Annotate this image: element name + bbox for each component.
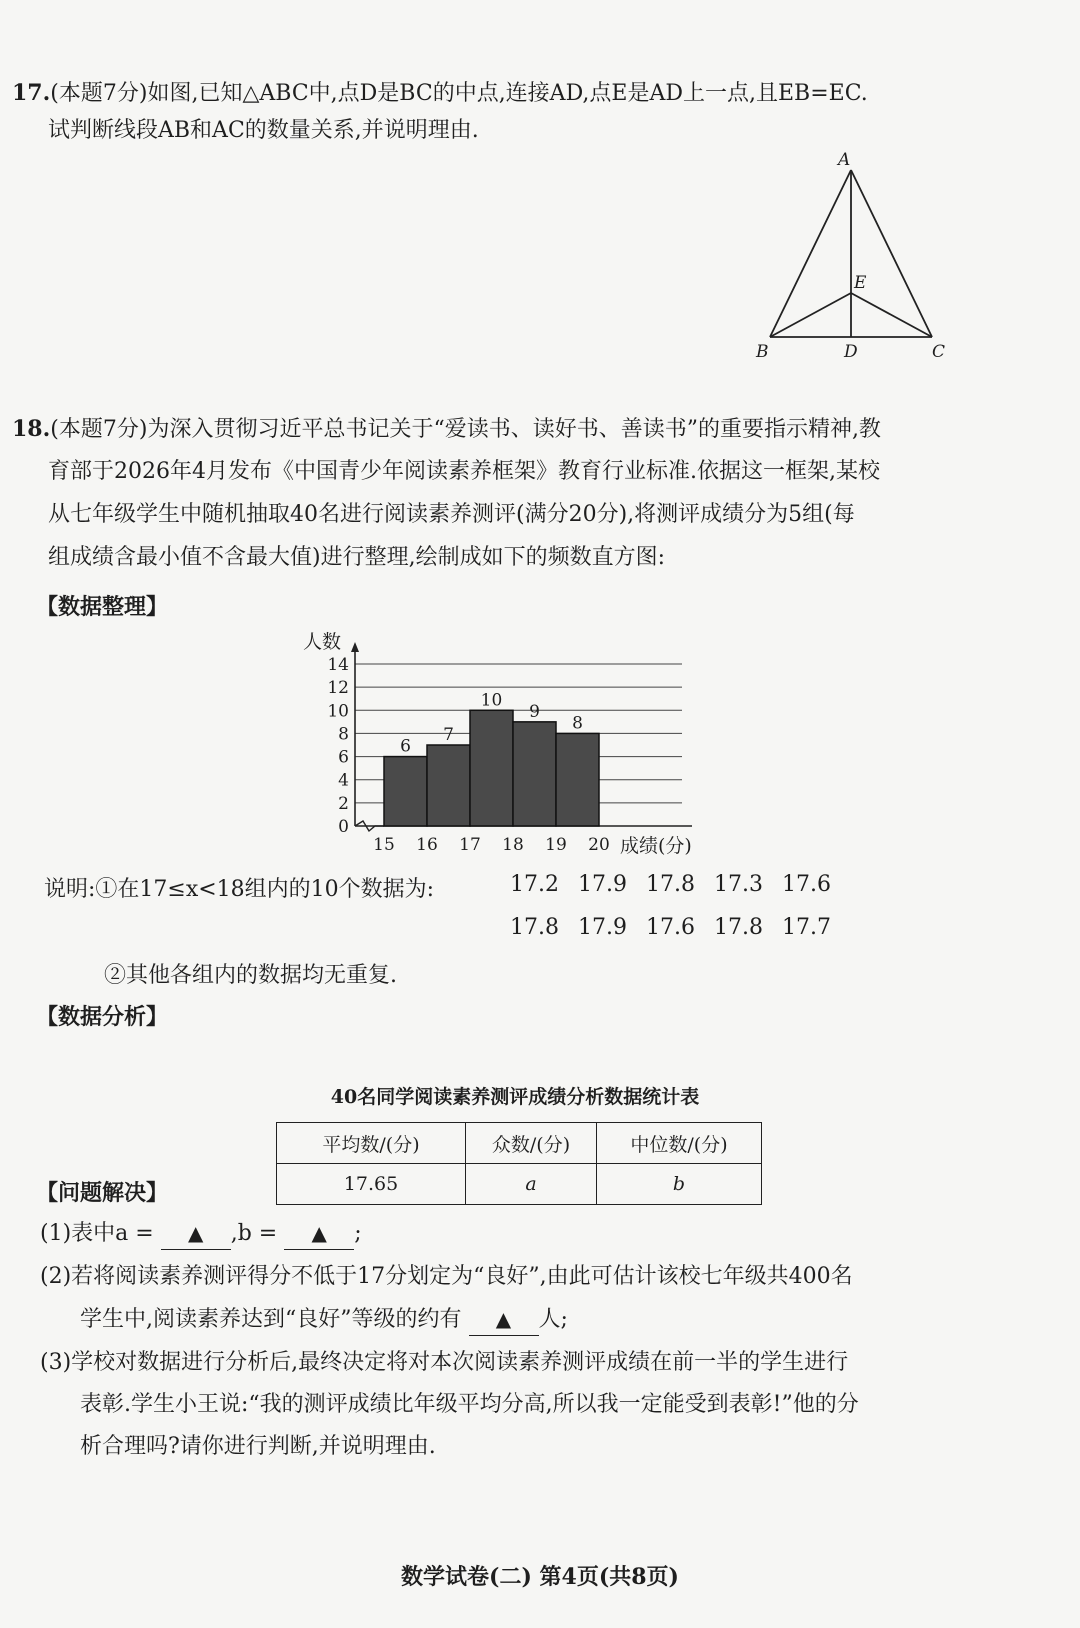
- table-row: [277, 1164, 762, 1205]
- part-1-end: ;: [354, 1221, 362, 1246]
- histogram-bar: [384, 757, 427, 826]
- note-row-2-value: 17.8: [714, 915, 763, 940]
- note-row-2-value: 17.6: [646, 915, 695, 940]
- y-tick-label: 6: [338, 747, 349, 768]
- x-tick-label: 16: [416, 835, 438, 855]
- y-tick-label: 14: [327, 655, 349, 675]
- q17-line1: [12, 78, 868, 109]
- y-axis-label: 人数: [303, 631, 342, 653]
- blank-count-mark: ▲: [495, 1307, 512, 1331]
- x-tick-label: 19: [545, 835, 567, 855]
- bar-data-label: 6: [400, 736, 411, 757]
- note-row-2-value: 17.9: [578, 915, 627, 940]
- value-mode: a: [466, 1164, 597, 1205]
- table-header-row: [277, 1123, 762, 1164]
- blank-b-mark: ▲: [311, 1221, 327, 1245]
- label-D: D: [844, 342, 858, 362]
- q17-text1: (本题7分)如图,已知△ABC中,点D是BC的中点,连接AD,点E是AD上一点,且EB=EC.: [50, 81, 868, 106]
- part-3-line1: (3)学校对数据进行分析后,最终决定将对本次阅读素养测评成绩在前一半的学生进行: [40, 1350, 849, 1375]
- x-tick-label: 15: [373, 835, 395, 855]
- x-tick-label: 18: [502, 835, 524, 855]
- value-median: b: [597, 1164, 762, 1205]
- histogram-bar: [513, 722, 556, 826]
- label-E: E: [854, 273, 867, 293]
- note-row-1-value: 17.3: [714, 872, 763, 897]
- part-3-line2: 表彰.学生小王说:“我的测评成绩比年级平均分高,所以我一定能受到表彰!”他的分: [80, 1392, 859, 1417]
- y-axis-arrow: [351, 642, 359, 652]
- section-data-analysis: 【数据分析】: [36, 1004, 169, 1030]
- y-tick-label: 10: [327, 701, 349, 722]
- header-mode: 众数/(分): [466, 1123, 597, 1164]
- note-row-1-value: 17.6: [782, 872, 831, 897]
- label-B: B: [756, 342, 769, 362]
- note-row-1-value: 17.2: [510, 872, 559, 897]
- note-prefix: 说明:①在17≤x<18组内的10个数据为:: [44, 877, 435, 902]
- label-A: A: [838, 150, 851, 170]
- bar-data-label: 8: [572, 713, 583, 734]
- y-tick-label: 2: [338, 793, 349, 814]
- q17-line2: 试判断线段AB和AC的数量关系,并说明理由.: [48, 118, 479, 143]
- q18-line3: 从七年级学生中随机抽取40名进行阅读素养测评(满分20分),将测评成绩分为5组(每: [48, 502, 855, 527]
- part-2-end: 人;: [538, 1307, 568, 1332]
- note-row-2-value: 17.7: [782, 915, 831, 940]
- header-median: 中位数/(分): [597, 1123, 762, 1164]
- x-tick-label: 17: [459, 835, 481, 855]
- histogram-bar: [427, 745, 470, 826]
- bar-data-label: 7: [443, 725, 454, 745]
- q18-line2: 育部于2026年4月发布《中国青少年阅读素养框架》教育行业标准.依据这一框架,某校: [48, 459, 880, 484]
- part-2-line1: (2)若将阅读素养测评得分不低于17分划定为“良好”,由此可估计该校七年级共400名: [40, 1264, 853, 1289]
- stats-table: [276, 1122, 762, 1205]
- bar-data-label: 9: [529, 701, 540, 722]
- y-tick-label: 4: [338, 770, 349, 791]
- value-mean: 17.65: [277, 1164, 466, 1205]
- table-title: 40名同学阅读素养测评成绩分析数据统计表: [330, 1086, 700, 1108]
- blank-a-mark: ▲: [188, 1221, 204, 1245]
- triangle-figure: [740, 145, 960, 375]
- part-1: [40, 1218, 362, 1250]
- blank-b: [284, 1218, 354, 1250]
- section-data-organize: 【数据整理】: [36, 594, 169, 620]
- y-tick-label: 0: [338, 817, 349, 837]
- bar-data-label: 10: [480, 690, 503, 711]
- histogram-bar: [556, 733, 599, 826]
- q18-number: 18.: [12, 416, 51, 442]
- blank-a: [161, 1218, 231, 1250]
- y-tick-label: 8: [338, 724, 349, 745]
- header-mean: 平均数/(分): [277, 1123, 466, 1164]
- q18-line4: 组成绩含最小值不含最大值)进行整理,绘制成如下的频数直方图:: [48, 545, 665, 570]
- part-3-line3: 析合理吗?请你进行判断,并说明理由.: [80, 1434, 436, 1459]
- part-2-line2: [80, 1304, 568, 1336]
- part-2-text: 学生中,阅读素养达到“良好”等级的约有: [80, 1307, 462, 1332]
- note-2: ②其他各组内的数据均无重复.: [104, 963, 397, 988]
- note-row-1-value: 17.8: [646, 872, 695, 897]
- q17-number: 17.: [12, 80, 51, 106]
- q18-line1: [12, 414, 881, 445]
- y-tick-label: 12: [327, 678, 349, 699]
- part-1-a-label: (1)表中a =: [40, 1221, 154, 1246]
- x-axis-label: 成绩(分): [620, 835, 692, 857]
- label-C: C: [932, 342, 946, 362]
- page-footer: 数学试卷(二) 第4页(共8页): [401, 1564, 679, 1590]
- part-1-b-label: ,b =: [230, 1221, 278, 1246]
- frequency-histogram: [300, 628, 740, 868]
- histogram-bar: [470, 710, 513, 826]
- q18-text1: (本题7分)为深入贯彻习近平总书记关于“爱读书、读好书、善读书”的重要指示精神,教: [50, 417, 881, 442]
- note-row-2-value: 17.8: [510, 915, 559, 940]
- note-row-1-value: 17.9: [578, 872, 627, 897]
- section-problem-solving: 【问题解决】: [36, 1180, 169, 1206]
- blank-count: [469, 1304, 539, 1336]
- x-tick-label: 20: [588, 835, 610, 855]
